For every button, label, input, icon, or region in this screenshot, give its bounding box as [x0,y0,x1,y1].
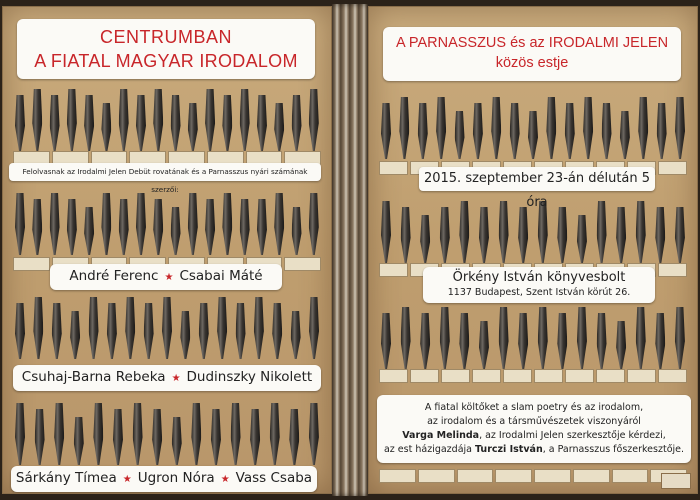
pen-nib-icon [52,303,62,359]
pen-nib-icon [171,207,181,255]
pen-nib-icon [152,409,162,465]
pen-nib-icon [274,103,284,151]
nib-label-strip [379,369,687,383]
pen-nib-icon [616,207,626,263]
pen-nib-icon [399,97,409,159]
left-poster-page [2,6,332,494]
pen-nib-icon [180,311,190,359]
library-stamp [661,473,691,489]
pen-nib-icon [538,307,548,369]
star-icon: ★ [122,474,132,485]
pen-nib-icon [125,297,135,359]
star-icon: ★ [164,272,174,283]
pen-nib-icon [274,193,284,255]
pen-nib-icon [420,313,430,369]
pen-nib-icon [577,307,587,369]
pen-nib-icon [577,215,587,263]
event-title-line2: közös estje [495,55,569,71]
pen-nib-icon [236,303,246,359]
pen-nib-icon [546,97,556,159]
pen-nib-icon [518,313,528,369]
desc-line: az est házigazdája Turczi István, a Parnasszus főszerkesztője. [383,444,685,455]
pen-nib-icon [270,403,280,465]
pen-nib-row-3 [11,293,323,359]
star-icon: ★ [220,474,230,485]
pen-nib-icon [172,417,182,465]
pen-nib-icon [499,307,509,369]
pen-nib-icon [291,311,301,359]
event-title-line1: CENTRUMBAN [99,27,232,47]
pen-nib-icon [93,403,103,465]
pen-nib-icon [272,303,282,359]
pen-nib-icon [222,95,232,151]
pen-nib-icon [401,207,411,263]
pen-nib-icon [250,409,260,465]
pen-nib-icon [557,207,567,263]
pen-nib-icon [309,403,319,465]
pen-nib-icon [528,111,538,159]
right-poster-page [368,6,698,494]
pen-nib-icon [418,103,428,159]
pen-nib-icon [15,193,25,255]
pen-nib-row-3 [377,303,689,369]
event-date: 2015. szeptember 23-án délután 5 óra [419,167,655,191]
pen-nib-icon [292,95,302,151]
pen-nib-icon [473,103,483,159]
pen-nib-icon [188,193,198,255]
event-venue [423,267,655,303]
pen-nib-icon [32,199,42,255]
pen-nib-icon [602,103,612,159]
pen-nib-icon [675,207,685,263]
pen-nib-icon [491,97,501,159]
pen-nib-row-1 [377,93,689,159]
pen-nib-icon [616,321,626,369]
pen-nib-icon [675,97,685,159]
pen-nib-icon [113,409,123,465]
pen-nib-icon [101,103,111,151]
pen-nib-icon [557,313,567,369]
pen-nib-icon [84,207,94,255]
pen-nib-icon [436,97,446,159]
author-name: André Ferenc [69,268,159,284]
pen-nib-icon [401,307,411,369]
event-description [377,395,691,463]
pen-nib-icon [518,207,528,263]
pen-nib-icon [70,311,80,359]
pen-nib-icon [455,111,465,159]
pen-nib-icon [597,313,607,369]
pen-nib-icon [420,215,430,263]
pen-nib-icon [136,193,146,255]
pen-nib-icon [254,297,264,359]
pen-nib-icon [309,193,319,255]
pen-nib-icon [162,297,172,359]
pen-nib-icon [381,103,391,159]
pen-nib-icon [50,95,60,151]
pen-nib-icon [240,199,250,255]
pen-nib-icon [222,193,232,255]
venue-name: Örkény István könyvesbolt [452,270,626,285]
pen-nib-icon [119,199,129,255]
pen-nib-icon [440,207,450,263]
pen-nib-icon [479,321,489,369]
author-names-row-1 [50,264,282,290]
pen-nib-icon [479,207,489,263]
pen-nib-icon [510,103,520,159]
event-title-line2: A FIATAL MAGYAR IRODALOM [34,51,298,71]
pen-nib-icon [565,103,575,159]
desc-line: az irodalom és a társművészetek viszonyáról [427,416,641,427]
author-name: Vass Csaba [235,470,313,486]
pen-nib-icon [381,313,391,369]
pen-nib-icon [84,95,94,151]
pen-nib-icon [133,403,143,465]
pen-nib-icon [144,303,154,359]
moderator-name: Varga Melinda [402,430,480,441]
pen-nib-icon [74,417,84,465]
pen-nib-icon [35,409,45,465]
pen-nib-icon [620,111,630,159]
author-name: Dudinszky Nikolett [186,369,313,385]
pen-nib-icon [205,89,215,151]
pen-nib-row-1 [11,85,323,151]
venue-address: 1137 Budapest, Szent István körút 26. [447,287,631,298]
desc-line: Varga Melinda, az Irodalmi Jelen szerkesztője kérdezi, [402,430,666,441]
pen-nib-icon [199,303,209,359]
author-name: Ugron Nóra [137,470,215,486]
author-name: Csuhaj-Barna Rebeka [21,369,166,385]
pen-nib-icon [50,193,60,255]
pen-nib-icon [67,199,77,255]
pen-nib-icon [583,97,593,159]
star-icon: ★ [171,373,181,384]
pen-nib-icon [153,89,163,151]
pen-nib-icon [292,207,302,255]
pen-nib-icon [33,297,43,359]
nib-label-strip [379,469,687,483]
desc-line: A fiatal költőket a slam poetry és az irodalom, [424,402,644,413]
pen-nib-icon [499,201,509,263]
pen-nib-icon [636,201,646,263]
author-names-row-3 [11,466,317,492]
pen-nib-icon [440,307,450,369]
pen-nib-icon [89,297,99,359]
pen-nib-icon [67,89,77,151]
pen-nib-icon [257,199,267,255]
pen-nib-icon [231,403,241,465]
event-title-banner [383,27,681,81]
pen-nib-icon [459,201,469,263]
pen-nib-icon [54,403,64,465]
pen-nib-icon [153,199,163,255]
pen-nib-icon [309,297,319,359]
pen-nib-icon [32,89,42,151]
pen-nib-icon [107,303,117,359]
pen-nib-icon [15,95,25,151]
pen-nib-icon [289,409,299,465]
pen-nib-icon [675,307,685,369]
pen-nib-icon [171,95,181,151]
event-title-line1: A PARNASSZUS és az IRODALMI JELEN [395,35,669,51]
pen-nib-row-4 [11,399,323,465]
pen-nib-icon [655,313,665,369]
pen-nib-icon [119,89,129,151]
pen-nib-icon [597,201,607,263]
pen-nib-icon [15,403,25,465]
pen-nib-icon [191,403,201,465]
pen-nib-icon [309,89,319,151]
pen-nib-icon [381,201,391,263]
author-names-row-2 [13,365,321,391]
pen-nib-icon [101,193,111,255]
host-name: Turczi István [475,444,543,455]
pen-nib-icon [636,307,646,369]
pen-nib-icon [657,103,667,159]
pen-nib-icon [188,103,198,151]
pen-nib-icon [205,199,215,255]
pen-nib-icon [459,313,469,369]
book-spine [332,4,368,496]
pen-nib-icon [240,89,250,151]
pen-nib-icon [638,97,648,159]
pen-nib-icon [15,303,25,359]
pen-nib-icon [257,95,267,151]
pen-nib-icon [211,409,221,465]
author-name: Csabai Máté [179,268,263,284]
readers-subtitle: Felolvasnak az Irodalmi Jelen Debüt rovatának és a Parnasszus nyári számának szerzői: [9,163,321,181]
event-title-banner [17,19,315,79]
pen-nib-icon [217,297,227,359]
author-name: Sárkány Tímea [15,470,117,486]
pen-nib-icon [655,207,665,263]
pen-nib-icon [136,95,146,151]
